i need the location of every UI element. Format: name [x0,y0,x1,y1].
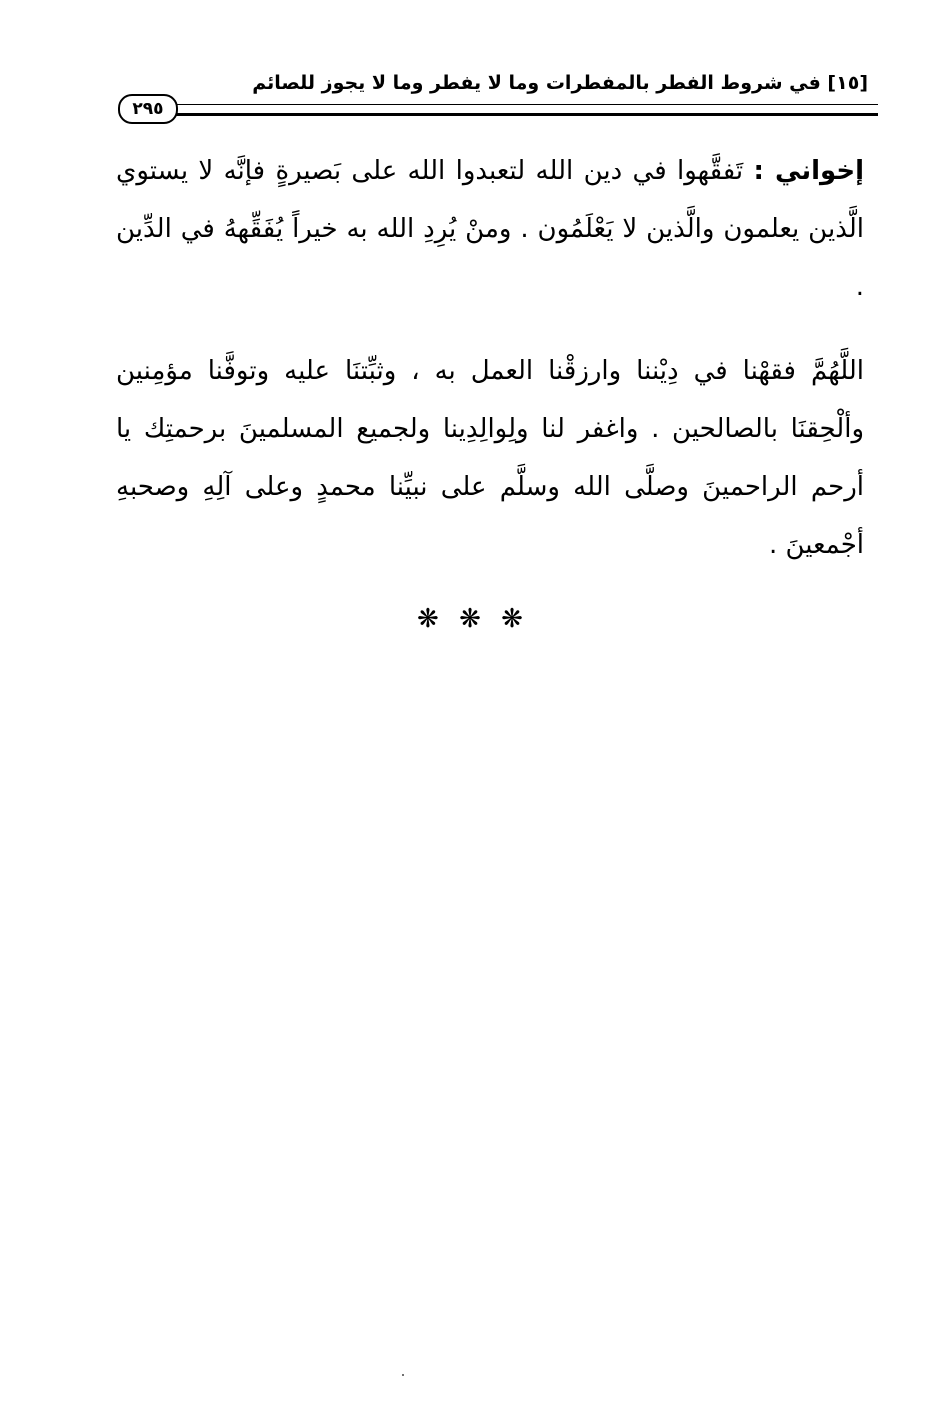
page-body [116,142,864,574]
paragraph-text: تَفقَّهوا في دين الله لتعبدوا الله على بَصيرةٍ فإنَّه لا يستوي الَّذين يعلمون والَّذين لا يَعْلَمُون . ومنْ يُرِدِ الله به خيراً يُفَقِّههُ في الدِّين . [116,156,864,302]
paragraph-supplication [116,342,864,574]
page-number: ٢٩٥ [118,94,178,124]
header-rule [174,104,878,116]
page-header [118,66,878,126]
paragraph-brothers [116,142,864,316]
paragraph-text: اللَّهُمَّ فقهْنا في دِيْننا وارزقْنا العمل به ، وثبِّتنَا عليه وتوفَّنا مؤمِنين وألْحِقنَا بالصالحين . واغفر لنا ولِوالِدِينا ولجميع المسلمينَ برحمتِك يا أرحم الراحمينَ وصلَّى الله وسلَّم على نبيِّنا محمدٍ وعلى آلِهِ وصحبهِ أجْمعينَ . [116,356,864,560]
paragraph-lead: إخواني : [753,156,864,186]
chapter-title: [١٥] في شروط الفطر بالمفطرات وما لا يفطر وما لا يجوز للصائم [252,72,868,94]
scan-dot [402,1374,404,1376]
section-separator: ❋ ❋ ❋ [417,604,529,634]
